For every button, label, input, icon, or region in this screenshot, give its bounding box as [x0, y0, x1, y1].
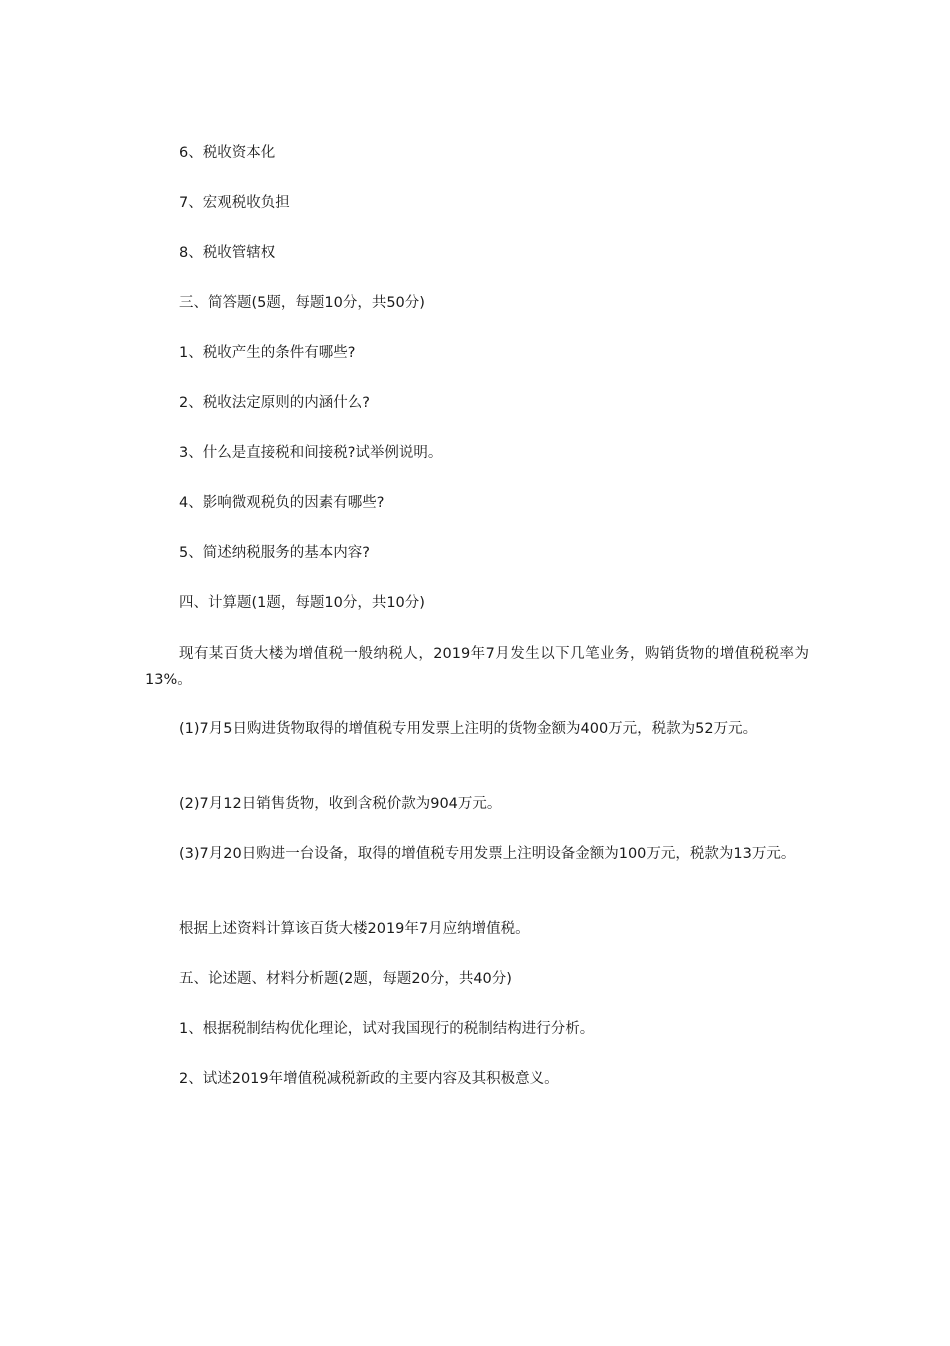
calculation-item-2: (2)7月12日销售货物，收到含税价款为904万元。	[179, 796, 502, 812]
question-item-1: 1、税收产生的条件有哪些?	[179, 345, 356, 361]
term-item-6: 6、税收资本化	[179, 145, 276, 161]
section-heading-essay: 五、论述题、材料分析题(2题，每题20分，共40分)	[179, 971, 512, 987]
question-item-5: 5、简述纳税服务的基本内容?	[179, 545, 370, 561]
question-item-3: 3、什么是直接税和间接税?试举例说明。	[179, 445, 443, 461]
question-item-2: 2、税收法定原则的内涵什么?	[179, 395, 370, 411]
section-heading-short-answer: 三、简答题(5题，每题10分，共50分)	[179, 295, 425, 311]
term-item-8: 8、税收管辖权	[179, 245, 276, 261]
essay-item-2: 2、试述2019年增值税减税新政的主要内容及其积极意义。	[179, 1071, 559, 1087]
calculation-intro: 现有某百货大楼为增值税一般纳税人，2019年7月发生以下几笔业务，购销货物的增值税税率为13%。	[145, 646, 809, 688]
calculation-item-1: (1)7月5日购进货物取得的增值税专用发票上注明的货物金额为400万元，税款为52万元。	[179, 721, 758, 737]
calculation-task: 根据上述资料计算该百货大楼2019年7月应纳增值税。	[179, 921, 530, 937]
calculation-item-3: (3)7月20日购进一台设备，取得的增值税专用发票上注明设备金额为100万元，税款为13万元。	[179, 846, 796, 862]
question-item-4: 4、影响微观税负的因素有哪些?	[179, 495, 385, 511]
essay-item-1: 1、根据税制结构优化理论，试对我国现行的税制结构进行分析。	[179, 1021, 595, 1037]
section-heading-calculation: 四、计算题(1题，每题10分，共10分)	[179, 595, 425, 611]
term-item-7: 7、宏观税收负担	[179, 195, 290, 211]
